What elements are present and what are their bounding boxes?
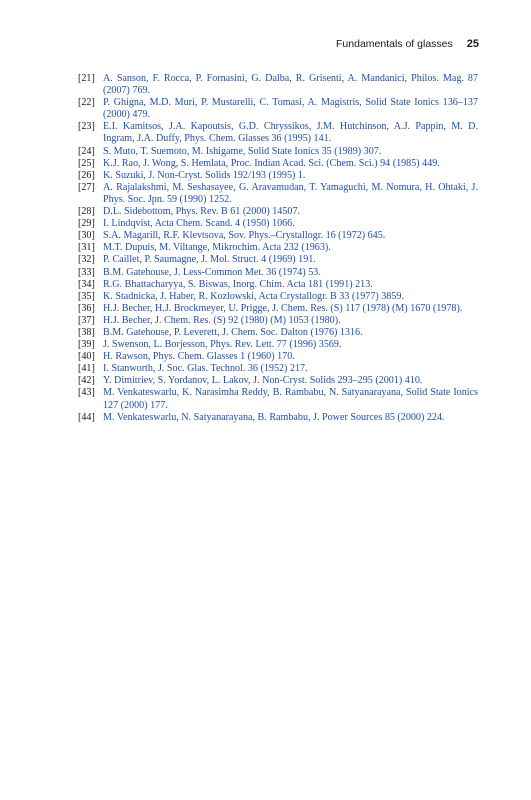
reference-link[interactable]: M.T. Dupuis, M. Viltange, Mikrochim. Acta 232 (1963). [103, 242, 331, 254]
reference-item [78, 363, 478, 375]
page-number: 25 [466, 38, 479, 50]
reference-number: [25] [78, 157, 95, 169]
reference-link[interactable]: H.J. Becher, J. Chem. Res. (S) 92 (1980) (M) 1053 (1980). [103, 314, 341, 326]
reference-number: [32] [78, 254, 95, 266]
reference-item [78, 170, 478, 182]
reference-item [78, 412, 478, 424]
reference-item [78, 327, 478, 339]
running-head [336, 38, 479, 50]
reference-number: [29] [78, 218, 95, 230]
reference-number: [31] [78, 242, 95, 254]
reference-item [78, 158, 478, 170]
reference-number: [34] [78, 278, 95, 290]
reference-link[interactable]: K. Stadnicka, J. Haber, R. Kozlowski, Acta Crystallogr. B 33 (1977) 3859. [103, 290, 404, 302]
reference-item [78, 73, 478, 97]
reference-number: [39] [78, 339, 95, 351]
reference-number: [41] [78, 363, 95, 375]
reference-link[interactable]: R.G. Bhattacharyya, S. Biswas, Inorg. Chim. Acta 181 (1991) 213. [103, 278, 373, 290]
reference-link[interactable]: I. Lindqvist, Acta Chem. Scand. 4 (1950) 1066. [103, 218, 295, 230]
reference-number: [30] [78, 230, 95, 242]
reference-item [78, 218, 478, 230]
reference-item [78, 230, 478, 242]
reference-number: [37] [78, 314, 95, 326]
reference-link[interactable]: J. Swenson, L. Borjesson, Phys. Rev. Lett. 77 (1996) 3569. [103, 339, 342, 351]
reference-item [78, 387, 478, 411]
reference-item [78, 339, 478, 351]
reference-item [78, 375, 478, 387]
reference-number: [27] [78, 181, 95, 193]
reference-item [78, 315, 478, 327]
reference-item [78, 206, 478, 218]
reference-number: [23] [78, 121, 95, 133]
reference-number: [43] [78, 387, 95, 399]
reference-link[interactable]: B.M. Gatehouse, P. Leverett, J. Chem. Soc. Dalton (1976) 1316. [103, 326, 363, 338]
reference-link[interactable]: A. Sanson, F. Rocca, P. Fornasini, G. Dalba, R. Grisenti, A. Mandanici, Philos. Mag. 87 (2007) 769. [103, 73, 478, 97]
reference-number: [26] [78, 169, 95, 181]
reference-number: [40] [78, 351, 95, 363]
reference-link[interactable]: Y. Dimitriev, S. Yordanov, L. Lakov, J. Non-Cryst. Solids 293–295 (2001) 410. [103, 375, 423, 387]
reference-link[interactable]: P. Ghigna, M.D. Muri, P. Mustarelli, C. Tomasi, A. Magistris, Solid State Ionics 136–137 (2000) 479. [103, 97, 478, 121]
reference-link[interactable]: K.J. Rao, J. Wong, S. Hemlata, Proc. Indian Acad. Sci. (Chem. Sci.) 94 (1985) 449. [103, 157, 440, 169]
reference-item [78, 303, 478, 315]
reference-link[interactable]: I. Stanworth, J. Soc. Glas. Technol. 36 (1952) 217. [103, 363, 308, 375]
reference-item [78, 254, 478, 266]
reference-number: [35] [78, 290, 95, 302]
reference-link[interactable]: K. Suzuki, J. Non-Cryst. Solids 192/193 (1995) 1. [103, 169, 306, 181]
reference-item [78, 291, 478, 303]
reference-link[interactable]: A. Rajalakshmi, M. Seshasayee, G. Aravamudan, T. Yamaguchi, M. Nomura, H. Ohtaki, J. Phys. Soc. Jpn. 59 (1990) 1252. [103, 181, 478, 205]
running-title: Fundamentals of glasses [336, 38, 453, 50]
reference-link[interactable]: B.M. Gatehouse, J. Less-Common Met. 36 (1974) 53. [103, 266, 321, 278]
reference-link[interactable]: H. Rawson, Phys. Chem. Glasses 1 (1960) 170. [103, 351, 295, 363]
reference-item [78, 351, 478, 363]
reference-number: [24] [78, 145, 95, 157]
reference-number: [44] [78, 411, 95, 423]
reference-number: [22] [78, 97, 95, 109]
reference-item [78, 121, 478, 145]
reference-item [78, 267, 478, 279]
reference-link[interactable]: M. Venkateswarlu, K. Narasimha Reddy, B. Rambabu, N. Satyanarayana, Solid State Ionics 127 (2000) 177. [103, 387, 478, 411]
reference-link[interactable]: S.A. Magarill, R.F. Klevtsova, Sov. Phys.–Crystallogr. 16 (1972) 645. [103, 230, 386, 242]
reference-item [78, 97, 478, 121]
reference-list [78, 73, 478, 424]
reference-item [78, 242, 478, 254]
reference-number: [38] [78, 326, 95, 338]
reference-item [78, 182, 478, 206]
reference-link[interactable]: D.L. Sidebottom, Phys. Rev. B 61 (2000) 14507. [103, 206, 301, 218]
reference-number: [36] [78, 302, 95, 314]
reference-link[interactable]: M. Venkateswarlu, N. Satyanarayana, B. Rambabu, J. Power Sources 85 (2000) 224. [103, 411, 445, 423]
reference-number: [21] [78, 73, 95, 84]
reference-link[interactable]: S. Muto, T. Suemoto, M. Ishigame, Solid State Ionics 35 (1989) 307. [103, 145, 382, 157]
reference-item [78, 279, 478, 291]
reference-link[interactable]: H.J. Becher, H.J. Brockmeyer, U. Prigge, J. Chem. Res. (S) 117 (1978) (M) 1670 (1978). [103, 302, 463, 314]
reference-item [78, 146, 478, 158]
reference-number: [28] [78, 206, 95, 218]
reference-link[interactable]: P. Caillet, P. Saumagne, J. Mol. Struct. 4 (1969) 191. [103, 254, 316, 266]
reference-number: [42] [78, 375, 95, 387]
reference-number: [33] [78, 266, 95, 278]
reference-link[interactable]: E.I. Kamitsos, J.A. Kapoutsis, G.D. Chryssikos, J.M. Hutchinson, A.J. Pappin, M. D. Ingram, J.A. Duffy, Phys. Chem. Glasses 36 (1995) 141. [103, 121, 478, 145]
